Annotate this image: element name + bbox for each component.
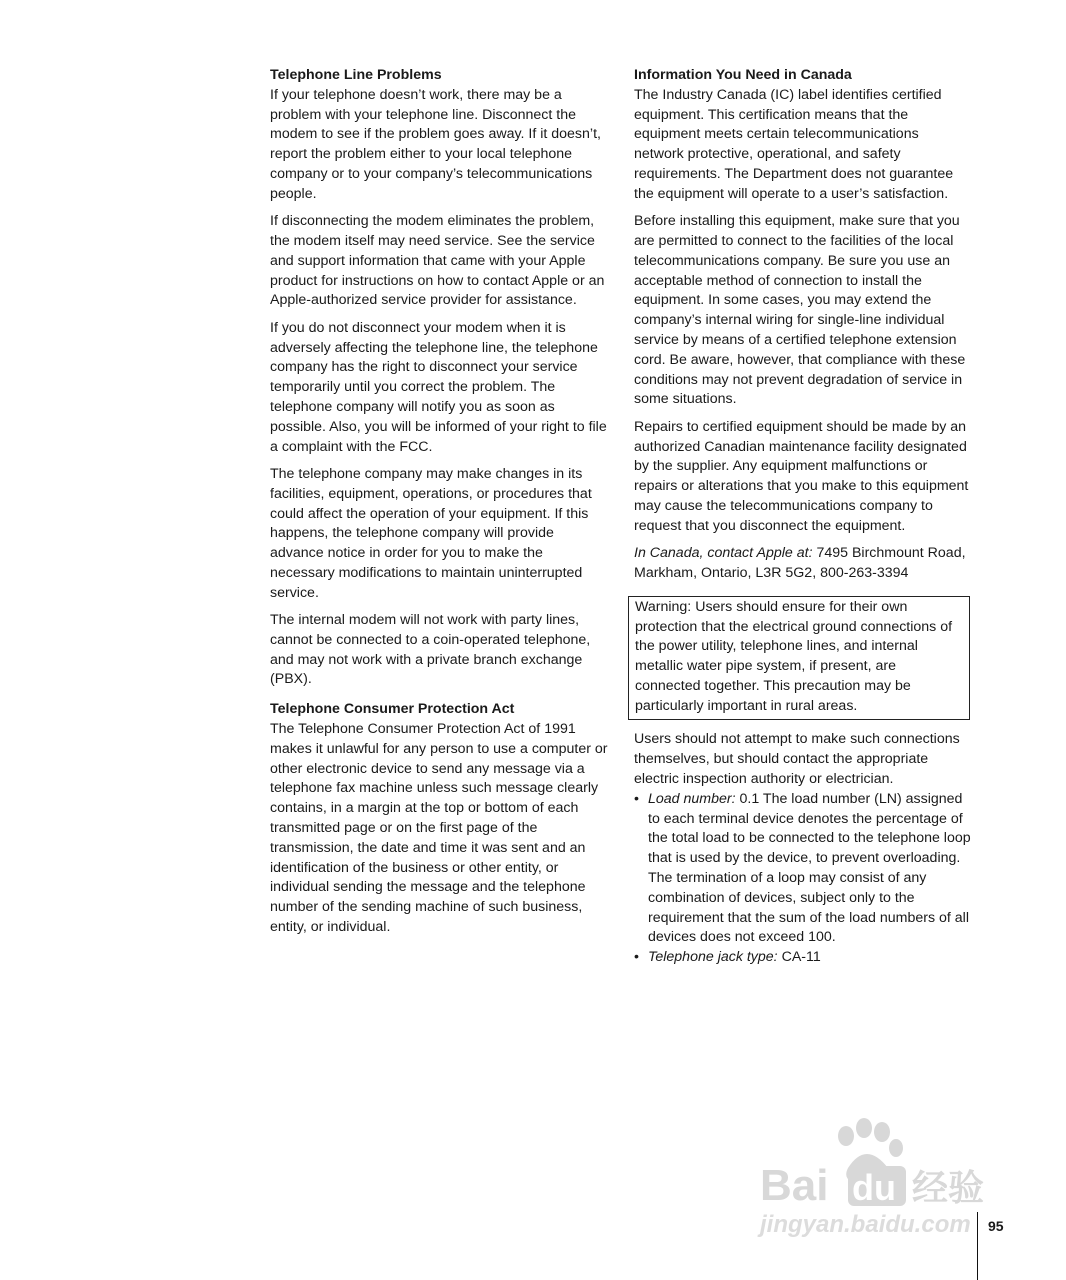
- contact-text: 7495 Birchmount Road, Markham, Ontario, L3R 5G2, 800-263-3394: [634, 545, 966, 581]
- paragraph: The internal modem will not work with party lines, cannot be connected to a coin-operated telephone, and may not work with a private branch exchange (PBX).: [270, 612, 591, 688]
- paragraph: Repairs to certified equipment should be made by an authorized Canadian maintenance facility designated by the supplier. Any equipment malfunctions or repairs or alterations that you make to this equipment may cause the telecommunications company to request that you disconnect the equipment.: [634, 418, 969, 534]
- paragraph: The Industry Canada (IC) label identifies certified equipment. This certification means that the equipment meets certain telecommunications network protective, operational, and safety requirements. The Department does not guarantee the equipment will operate to a user’s satisfaction.: [634, 86, 954, 202]
- list-item: [634, 948, 972, 968]
- left-column: [270, 66, 610, 945]
- warning-text: Users should ensure for their own protection that the electrical ground connections of the power utility, telephone lines, and internal metallic water pipe system, if present, are connected together. This precaution may be particularly important in rural areas.: [635, 598, 953, 714]
- list-item: [634, 790, 972, 948]
- contact-label: In Canada, contact Apple at:: [634, 545, 813, 562]
- list-item-label: Load number:: [648, 790, 736, 807]
- page-number: 95: [988, 1218, 1004, 1234]
- watermark-chinese: 经验: [912, 1168, 985, 1209]
- warning-box: [628, 596, 970, 721]
- paragraph: The telephone company may make changes in its facilities, equipment, operations, or procedures that could affect the operation of your equipment. If this happens, the telephone company will provide advance notice in order for you to make the necessary modifications to maintain uninterrupted service.: [270, 465, 592, 601]
- heading-telephone-line-problems: Telephone Line Problems: [270, 67, 442, 83]
- paragraph: The Telephone Consumer Protection Act of 1991 makes it unlawful for any person to use a computer or other electronic device to send any message via a telephone fax machine unless such message clearly contains, in a margin at the top or bottom of each transmitted page or on the first page of the transmission, the date and time it was sent and an identification of the business or other entity, or individual sending the message and the telephone number of the sending machine of such business, entity, or individual.: [270, 721, 608, 936]
- paragraph: If you do not disconnect your modem when it is adversely affecting the telephone line, the telephone company has the right to disconnect your service temporarily until you correct the problem. The telephone company will notify you as soon as possible. Also, you will be informed of your right to file a complaint with the FCC.: [270, 319, 607, 455]
- heading-information-canada: Information You Need in Canada: [634, 67, 852, 83]
- paragraph: Users should not attempt to make such connections themselves, but should contact the appropriate electric inspection authority or electrician.: [634, 731, 960, 788]
- list-item-label: Telephone jack type:: [648, 949, 778, 966]
- paragraph: Before installing this equipment, make sure that you are permitted to connect to the facilities of the local telecommunications company. Be sure you use an acceptable method of connection to install the equipment. In some cases, you may extend the company’s internal wiring for single-line individual service by means of a certified telephone extension cord. Be aware, however, that compliance with these conditions may not prevent degradation of service in some situations.: [634, 213, 966, 408]
- watermark-url: jingyan.baidu.com: [760, 1211, 971, 1238]
- spec-list: [634, 790, 972, 968]
- bullet-icon: •: [634, 790, 639, 807]
- list-item-text: 0.1 The load number (LN) assigned to each terminal device denotes the percentage of the total load to be connected to the telephone loop that is used by the device, to prevent overloading. The termination of a loop may consist of any combination of devices, subject only to the requirement that the sum of the load numbers of all devices does not exceed 100.: [648, 790, 971, 946]
- paragraph: If disconnecting the modem eliminates the problem, the modem itself may need service. See the service and support information that came with your Apple product for instructions on how to contact Apple or an Apple-authorized service provider for assistance.: [270, 213, 605, 309]
- watermark-brand: Bai: [760, 1161, 829, 1210]
- baidu-watermark: [756, 1118, 996, 1238]
- bullet-icon: •: [634, 949, 639, 966]
- heading-telephone-consumer-protection-act: Telephone Consumer Protection Act: [270, 701, 515, 718]
- contact-paragraph: [634, 544, 972, 584]
- list-item-text: CA-11: [781, 949, 821, 966]
- paragraph: If your telephone doesn’t work, there may be a problem with your telephone line. Disconnect the modem to see if the problem goes away. If it doesn’t, report the problem either to your local telephone company or to your company’s telecommunications people.: [270, 86, 601, 202]
- right-column: [634, 66, 972, 968]
- warning-label: Warning:: [635, 598, 692, 615]
- watermark-brand-du: du: [852, 1167, 896, 1208]
